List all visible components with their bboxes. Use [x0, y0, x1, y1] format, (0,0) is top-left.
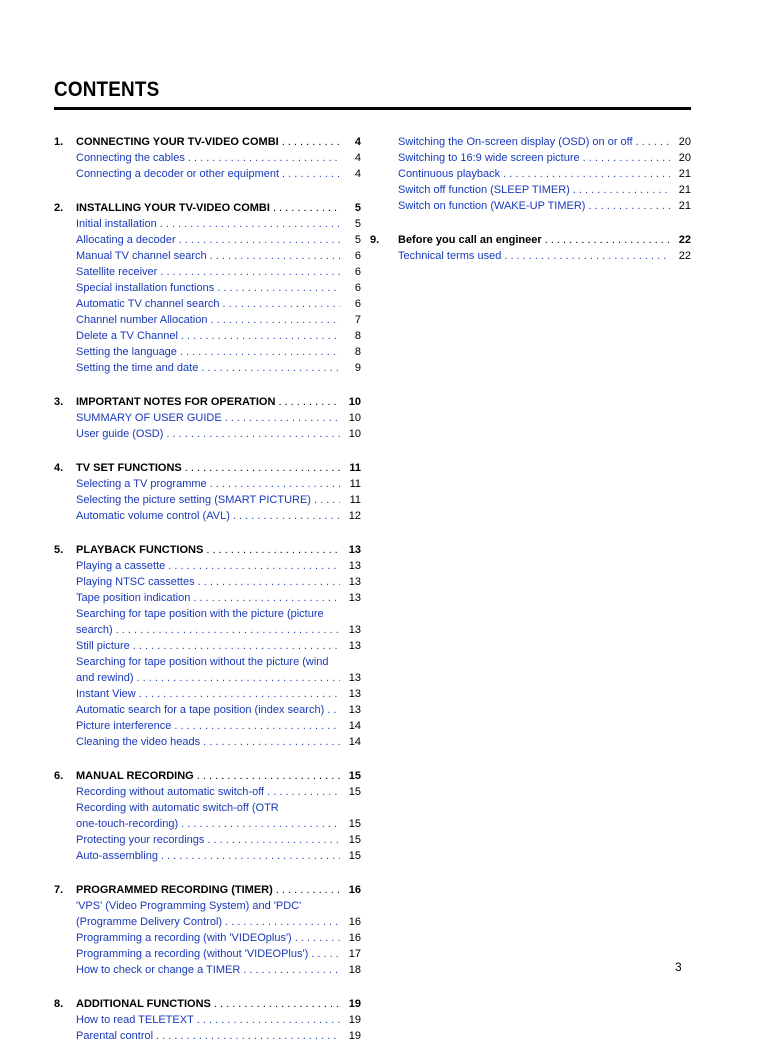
section-number: 8.: [54, 998, 64, 1010]
section-heading: [76, 768, 361, 784]
toc-entry-row: [76, 476, 361, 492]
toc-entry-row: [76, 590, 361, 606]
section-entries: [76, 460, 361, 524]
toc-entry-row: [76, 638, 361, 654]
toc-entry-row: [76, 574, 361, 590]
dot-leader: [203, 734, 340, 750]
toc-entry-row-text: Automatic TV channel search: [76, 298, 220, 310]
toc-entry-row-text: SUMMARY OF USER GUIDE: [76, 412, 222, 424]
toc-entry-row-text: Automatic volume control (AVL): [76, 510, 230, 522]
toc-entry-row-page: 13: [348, 688, 361, 700]
section-number: 5.: [54, 544, 64, 556]
toc-entry-row: [76, 702, 361, 718]
toc-entry-row: [76, 166, 361, 182]
toc-entry-row-page: 13: [348, 624, 361, 636]
toc-entry-row-text: User guide (OSD): [76, 428, 164, 440]
toc-entry: [76, 574, 361, 590]
toc-entry-row: [76, 280, 361, 296]
toc-entry-row-page: 15: [348, 850, 361, 862]
dot-leader: [133, 638, 340, 654]
toc-entry-row-page: 13: [348, 640, 361, 652]
toc-entry-row-text: Connecting a decoder or other equipment: [76, 168, 280, 180]
dot-leader: [273, 200, 340, 216]
section-heading-page: 10: [348, 396, 361, 408]
dot-leader: [225, 914, 340, 930]
dot-leader: [282, 134, 340, 150]
toc-entry-row-page: 6: [354, 282, 361, 294]
toc-entry: [76, 606, 361, 638]
dot-leader: [503, 166, 670, 182]
toc-entry-row-text: Connecting the cables: [76, 152, 185, 164]
toc-entry-row-text: Parental control: [76, 1030, 154, 1042]
section-heading-page: 11: [349, 462, 361, 474]
toc-entry-row-text: Still picture: [76, 640, 130, 652]
toc-entry: [398, 150, 691, 166]
toc-entry-row-text: Satellite receiver: [76, 266, 158, 278]
toc-entry-row-text: Selecting the picture setting (SMART PICTURE): [76, 494, 311, 506]
section-heading: [76, 134, 361, 150]
section-entries: [398, 232, 691, 264]
section-heading: [76, 200, 361, 216]
toc-entry-row-page: 8: [354, 330, 361, 342]
toc-entry-row: [76, 914, 361, 930]
section-heading-text: PROGRAMMED RECORDING (TIMER): [76, 884, 273, 896]
dot-leader: [233, 508, 340, 524]
toc-entry-row-page: 8: [354, 346, 361, 358]
toc-entry-row-page: 7: [354, 314, 361, 326]
toc-entry-row-page: 22: [678, 250, 691, 262]
toc-entry-row-text: Initial installation: [76, 218, 157, 230]
toc-entry-row-page: 10: [348, 412, 361, 424]
toc-entry-row-page: 12: [348, 510, 361, 522]
dot-leader: [181, 816, 340, 832]
toc-entry: [76, 426, 361, 442]
dot-leader: [168, 558, 340, 574]
dot-leader: [160, 264, 340, 280]
toc-entry-row: [76, 686, 361, 702]
dot-leader: [188, 150, 340, 166]
toc-entry-row: [76, 734, 361, 750]
section-entries: [76, 134, 361, 182]
toc-entry-row-page: 14: [348, 720, 361, 732]
toc-entry-row-text: Switching the On-screen display (OSD) on or off: [398, 136, 633, 148]
toc-entry: [76, 476, 361, 492]
section-entries: [76, 882, 361, 978]
toc-entry-row-page: 13: [348, 576, 361, 588]
toc-entry: [76, 280, 361, 296]
toc-entry-row: [76, 1028, 361, 1044]
section-heading-text: PLAYBACK FUNCTIONS: [76, 544, 204, 556]
section-heading: [76, 882, 361, 898]
toc-entry-row-page: 10: [348, 428, 361, 440]
dot-leader: [181, 328, 340, 344]
section-heading-text: MANUAL RECORDING: [76, 770, 194, 782]
toc-entry-row: [76, 232, 361, 248]
toc-entry-row-page: 16: [348, 932, 361, 944]
toc-entry-row-text: Delete a TV Channel: [76, 330, 178, 342]
dot-leader: [225, 410, 340, 426]
toc-entry-row-text: Switch on function (WAKE-UP TIMER): [398, 200, 586, 212]
toc-entry-row: [76, 508, 361, 524]
toc-entry-row-text: Manual TV channel search: [76, 250, 207, 262]
toc-entry-row-page: 13: [348, 704, 361, 716]
toc-entry-row-page: 19: [348, 1014, 361, 1026]
toc-entry-row-page: 11: [349, 478, 361, 490]
toc-entry-row: [76, 670, 361, 686]
toc-section: [54, 996, 361, 1044]
toc-entry-row: [76, 718, 361, 734]
toc-entry-row: [76, 150, 361, 166]
toc-entry-line: 'VPS' (Video Programming System) and 'PDC': [76, 900, 302, 912]
toc-entry: [76, 832, 361, 848]
toc-entry-row-text: Recording without automatic switch-off: [76, 786, 265, 798]
toc-entry-row-text: Automatic search for a tape position (index search): [76, 704, 325, 716]
toc-entry: [76, 264, 361, 280]
toc-entry-row-text: and rewind): [76, 672, 134, 684]
dot-leader: [166, 426, 340, 442]
toc-entry: [76, 248, 361, 264]
dot-leader: [207, 832, 340, 848]
dot-leader: [210, 476, 340, 492]
toc-entry-row: [76, 360, 361, 376]
toc-entry: [76, 962, 361, 978]
toc-entry-row-page: 4: [354, 152, 361, 164]
toc-entry: [76, 216, 361, 232]
toc-entry: [398, 166, 691, 182]
dot-leader: [327, 702, 340, 718]
toc-entry-row-page: 16: [348, 916, 361, 928]
toc-entry-row: [76, 492, 361, 508]
section-entries: [76, 996, 361, 1044]
section-number: 2.: [54, 202, 64, 214]
toc-entry: [76, 734, 361, 750]
toc-entry: [398, 248, 691, 264]
dot-leader: [198, 574, 340, 590]
toc-entry-row-page: 20: [678, 152, 691, 164]
toc-entry-line: Searching for tape position with the picture (picture: [76, 608, 324, 620]
toc-entry-row-page: 15: [348, 834, 361, 846]
toc-entry-row-page: 6: [354, 298, 361, 310]
toc-entry-row-text: Switch off function (SLEEP TIMER): [398, 184, 570, 196]
toc-entry: [76, 508, 361, 524]
section-entries: [76, 200, 361, 376]
section-heading: [76, 394, 361, 410]
toc-entry-row-text: one-touch-recording): [76, 818, 179, 830]
dot-leader: [282, 166, 340, 182]
dot-leader: [193, 590, 340, 606]
section-heading-text: IMPORTANT NOTES FOR OPERATION: [76, 396, 276, 408]
toc-right-column: [370, 134, 691, 282]
toc-entry-row-page: 14: [348, 736, 361, 748]
toc-section: [54, 134, 361, 182]
dot-leader: [156, 1028, 340, 1044]
toc-entry-row-page: 21: [678, 168, 691, 180]
toc-entry-row-text: Playing NTSC cassettes: [76, 576, 195, 588]
toc-continued-section: [370, 134, 691, 214]
toc-entry-row: [76, 296, 361, 312]
dot-leader: [174, 718, 340, 734]
section-number: 1.: [54, 136, 64, 148]
toc-entry-row: [398, 248, 691, 264]
toc-entry: [76, 150, 361, 166]
toc-entry-row-text: Tape position indication: [76, 592, 191, 604]
section-number: 4.: [54, 462, 64, 474]
toc-entry-row-text: Programming a recording (with 'VIDEOplus'): [76, 932, 292, 944]
section-number: 7.: [54, 884, 64, 896]
toc-entry-row-text: Special installation functions: [76, 282, 215, 294]
dot-leader: [161, 848, 340, 864]
toc-entry-row-page: 19: [348, 1030, 361, 1042]
toc-entry-row-page: 15: [348, 786, 361, 798]
dot-leader: [214, 996, 340, 1012]
section-heading-text: INSTALLING YOUR TV-VIDEO COMBI: [76, 202, 270, 214]
section-number: 6.: [54, 770, 64, 782]
toc-entry-row-text: Setting the language: [76, 346, 177, 358]
toc-entry: [76, 800, 361, 832]
section-entries: [76, 542, 361, 750]
toc-section: [54, 882, 361, 978]
toc-entry-row: [76, 784, 361, 800]
dot-leader: [179, 232, 340, 248]
toc-left-column: [54, 134, 361, 1062]
toc-entry-row-page: 11: [349, 494, 361, 506]
toc-entry: [76, 1028, 361, 1044]
dot-leader: [267, 784, 340, 800]
section-heading-page: 19: [348, 998, 361, 1010]
toc-entry-row: [76, 962, 361, 978]
dot-leader: [276, 882, 340, 898]
toc-entry-row-page: 6: [354, 266, 361, 278]
dot-leader: [217, 280, 340, 296]
toc-entry-row-page: 17: [348, 948, 361, 960]
toc-entry-row: [76, 816, 361, 832]
toc-entry-row: [398, 150, 691, 166]
toc-section: [54, 542, 361, 750]
toc-entry: [76, 638, 361, 654]
toc-entry-line: Recording with automatic switch-off (OTR: [76, 802, 279, 814]
toc-entry-row-page: 21: [678, 184, 691, 196]
dot-leader: [278, 394, 340, 410]
toc-entry-row-text: (Programme Delivery Control): [76, 916, 223, 928]
toc-entry: [76, 328, 361, 344]
toc-section: [54, 768, 361, 864]
page-number: 3: [675, 960, 682, 974]
toc-entry: [76, 686, 361, 702]
section-heading-text: TV SET FUNCTIONS: [76, 462, 182, 474]
toc-entry-row-text: Protecting your recordings: [76, 834, 205, 846]
toc-entry-row: [76, 248, 361, 264]
toc-entry-row-text: Selecting a TV programme: [76, 478, 207, 490]
toc-section: [54, 460, 361, 524]
dot-leader: [139, 686, 340, 702]
toc-entry-row: [76, 1012, 361, 1028]
section-number: 3.: [54, 396, 64, 408]
toc-entry: [76, 296, 361, 312]
dot-leader: [545, 232, 670, 248]
toc-entry-row-text: Playing a cassette: [76, 560, 166, 572]
toc-entry-line: Searching for tape position without the picture (wind: [76, 656, 329, 668]
dot-leader: [311, 946, 340, 962]
toc-entry: [76, 410, 361, 426]
dot-leader: [588, 198, 670, 214]
section-heading-page: 5: [354, 202, 361, 214]
toc-entry: [76, 558, 361, 574]
toc-entry-row: [76, 622, 361, 638]
section-heading: [76, 542, 361, 558]
toc-entry-row: [398, 182, 691, 198]
toc-entry: [76, 654, 361, 686]
toc-entry-row-text: Picture interference: [76, 720, 172, 732]
toc-entry-row-text: Cleaning the video heads: [76, 736, 201, 748]
toc-entry-row-text: Setting the time and date: [76, 362, 199, 374]
section-number: 9.: [370, 234, 380, 246]
toc-entry-row-page: 4: [354, 168, 361, 180]
toc-entry: [76, 702, 361, 718]
dot-leader: [197, 768, 340, 784]
toc-entry-row: [76, 264, 361, 280]
toc-entry-row-text: search): [76, 624, 113, 636]
toc-entry-row-text: How to read TELETEXT: [76, 1014, 194, 1026]
dot-leader: [295, 930, 340, 946]
section-heading-page: 16: [348, 884, 361, 896]
dot-leader: [201, 360, 340, 376]
dot-leader: [243, 962, 340, 978]
section-heading-page: 4: [354, 136, 361, 148]
dot-leader: [206, 542, 340, 558]
toc-entry-row: [76, 328, 361, 344]
toc-entry: [76, 848, 361, 864]
dot-leader: [116, 622, 340, 638]
section-heading-text: Before you call an engineer: [398, 234, 542, 246]
toc-entry-row: [76, 312, 361, 328]
toc-entry-row: [76, 848, 361, 864]
section-entries: [76, 768, 361, 864]
dot-leader: [222, 296, 340, 312]
toc-entry-row-page: 13: [348, 560, 361, 572]
toc-entry-row: [76, 946, 361, 962]
dot-leader: [210, 248, 340, 264]
toc-entry: [76, 930, 361, 946]
toc-entry: [76, 1012, 361, 1028]
toc-entry: [76, 312, 361, 328]
dot-leader: [180, 344, 340, 360]
section-heading: [398, 232, 691, 248]
toc-entry-row-text: Switching to 16:9 wide screen picture: [398, 152, 580, 164]
toc-entry: [76, 946, 361, 962]
dot-leader: [197, 1012, 340, 1028]
dot-leader: [160, 216, 340, 232]
toc-entry: [398, 182, 691, 198]
section-heading-page: 13: [348, 544, 361, 556]
toc-entry-row-page: 20: [678, 136, 691, 148]
section-heading: [76, 460, 361, 476]
title-rule: [54, 107, 691, 110]
toc-entry: [76, 360, 361, 376]
toc-entry-row: [76, 410, 361, 426]
toc-entry-row-text: How to check or change a TIMER: [76, 964, 241, 976]
dot-leader: [636, 134, 670, 150]
toc-entry-row: [76, 558, 361, 574]
toc-entry-row-page: 5: [354, 234, 361, 246]
toc-entry-row: [398, 166, 691, 182]
toc-entry: [76, 232, 361, 248]
toc-section: [54, 200, 361, 376]
section-heading-text: CONNECTING YOUR TV-VIDEO COMBI: [76, 136, 279, 148]
toc-entry: [76, 718, 361, 734]
toc-entry-row: [398, 198, 691, 214]
toc-entry: [76, 590, 361, 606]
toc-entry-row-page: 5: [354, 218, 361, 230]
toc-entry-row-page: 18: [348, 964, 361, 976]
toc-entry-row: [76, 930, 361, 946]
toc-entry: [76, 492, 361, 508]
toc-entry: [76, 166, 361, 182]
dot-leader: [314, 492, 340, 508]
toc-entry-row: [76, 344, 361, 360]
section-heading-page: 22: [678, 234, 691, 246]
dot-leader: [573, 182, 670, 198]
dot-leader: [504, 248, 670, 264]
page-title: CONTENTS: [54, 78, 160, 101]
section-heading-text: ADDITIONAL FUNCTIONS: [76, 998, 211, 1010]
toc-entry-row: [398, 134, 691, 150]
toc-entry-row-page: 6: [354, 250, 361, 262]
dot-leader: [583, 150, 670, 166]
toc-section: [370, 232, 691, 264]
section-entries: [398, 134, 691, 214]
toc-entry-row-text: Channel number Allocation: [76, 314, 208, 326]
toc-entry: [398, 134, 691, 150]
toc-entry-row-page: 13: [348, 592, 361, 604]
toc-entry: [76, 344, 361, 360]
toc-entry-row-page: 9: [354, 362, 361, 374]
toc-entry-row-text: Allocating a decoder: [76, 234, 176, 246]
toc-entry-row-text: Auto-assembling: [76, 850, 158, 862]
toc-entry-row-page: 21: [678, 200, 691, 212]
toc-entry-row: [76, 216, 361, 232]
toc-entry-row-text: Continuous playback: [398, 168, 501, 180]
toc-entry-row-page: 15: [348, 818, 361, 830]
toc-entry-row-page: 13: [348, 672, 361, 684]
toc-entry: [76, 784, 361, 800]
section-entries: [76, 394, 361, 442]
section-heading: [76, 996, 361, 1012]
dot-leader: [136, 670, 340, 686]
toc-entry: [398, 198, 691, 214]
toc-entry: [76, 898, 361, 930]
section-heading-page: 15: [348, 770, 361, 782]
toc-entry-row-text: Programming a recording (without 'VIDEOPlus'): [76, 948, 309, 960]
dot-leader: [185, 460, 340, 476]
toc-entry-row-text: Technical terms used: [398, 250, 502, 262]
toc-section: [54, 394, 361, 442]
dot-leader: [210, 312, 340, 328]
toc-entry-row: [76, 426, 361, 442]
toc-entry-row-text: Instant View: [76, 688, 136, 700]
toc-entry-row: [76, 832, 361, 848]
